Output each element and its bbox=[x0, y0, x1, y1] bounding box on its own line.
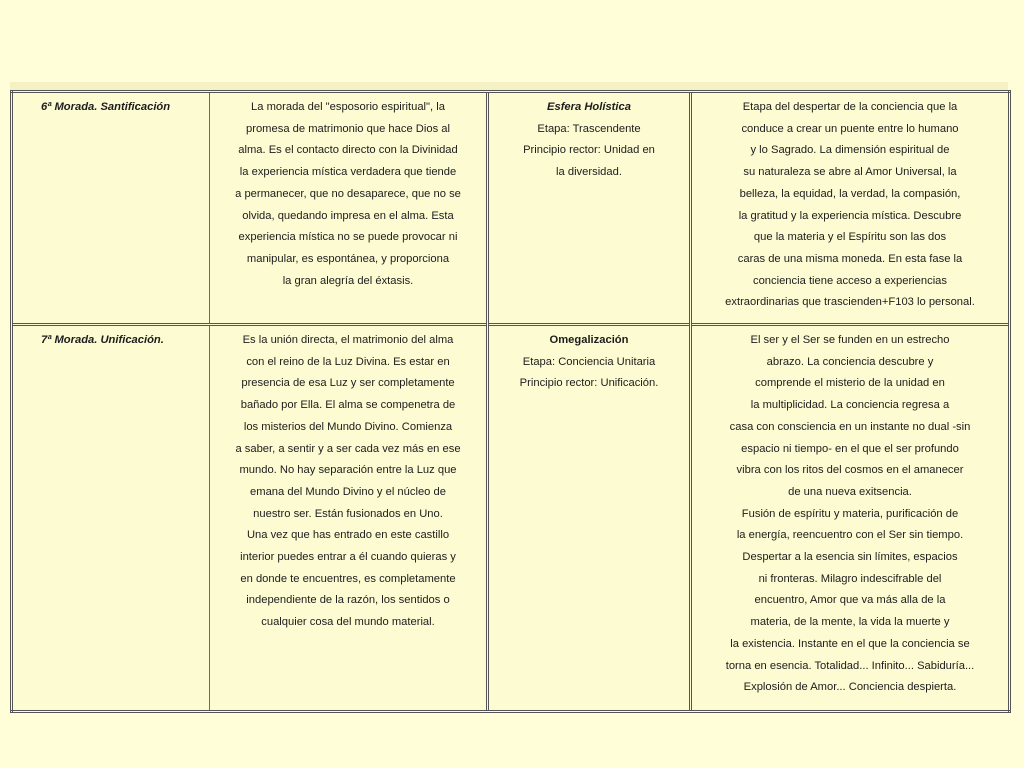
description-line: Es la unión directa, el matrimonio del alma bbox=[242, 334, 454, 346]
stages-table bbox=[10, 90, 1011, 713]
description-line: emana del Mundo Divino y el núcleo de bbox=[250, 485, 446, 498]
description-line: a saber, a sentir y a ser cada vez más en ese bbox=[235, 442, 461, 455]
sphere-cell bbox=[488, 92, 691, 325]
description-cell bbox=[210, 325, 488, 712]
consciousness-line: Explosión de Amor... Conciencia despierta. bbox=[743, 681, 957, 694]
sphere-line: Etapa: Conciencia Unitaria bbox=[522, 355, 656, 368]
consciousness-line: espacio ni tiempo- en el que el ser profundo bbox=[741, 442, 959, 455]
description-line: bañado por Ella. El alma se compenetra de bbox=[240, 399, 456, 412]
consciousness-line: conduce a crear un puente entre lo humano bbox=[741, 122, 959, 135]
description-line: los misterios del Mundo Divino. Comienza bbox=[243, 420, 453, 433]
consciousness-line: torna en esencia. Totalidad... Infinito... Sabiduría... bbox=[725, 659, 975, 672]
description-line: la gran alegría del éxtasis. bbox=[282, 274, 414, 287]
description-line: a permanecer, que no desaparece, que no se bbox=[235, 187, 461, 200]
description-line: en donde te encuentres, es completamente bbox=[240, 572, 456, 585]
description-line: La morada del "esposorio espiritual", la bbox=[251, 101, 445, 113]
sphere-title: Omegalización bbox=[549, 334, 629, 346]
description-line: promesa de matrimonio que hace Dios al bbox=[246, 122, 450, 135]
consciousness-line: Etapa del despertar de la conciencia que la bbox=[742, 101, 958, 113]
consciousness-line: que la materia y el Espíritu son las dos bbox=[753, 231, 947, 244]
table-container bbox=[10, 82, 1008, 710]
description-line: interior puedes entrar a él cuando quieras y bbox=[240, 551, 456, 564]
consciousness-line: su naturaleza se abre al Amor Universal, la bbox=[743, 166, 957, 179]
table-row bbox=[12, 325, 1010, 712]
description-line: olvida, quedando impresa en el alma. Esta bbox=[242, 209, 454, 222]
consciousness-line: de una nueva exitsencia. bbox=[788, 485, 912, 498]
consciousness-line: materia, de la mente, la vida la muerte y bbox=[750, 616, 950, 629]
consciousness-line: comprende el misterio de la unidad en bbox=[755, 377, 945, 390]
consciousness-line: encuentro, Amor que va más alla de la bbox=[754, 594, 946, 607]
description-line: la experiencia mística verdadera que tiende bbox=[239, 166, 457, 179]
consciousness-line: abrazo. La conciencia descubre y bbox=[766, 355, 934, 368]
stage-title-cell bbox=[12, 325, 210, 712]
consciousness-line: la energía, reencuentro con el Ser sin tiempo. bbox=[736, 529, 964, 542]
consciousness-line: la gratitud y la experiencia mística. Descubre bbox=[738, 209, 962, 222]
description-line: nuestro ser. Están fusionados en Uno. bbox=[253, 507, 443, 520]
consciousness-line: belleza, la equidad, la verdad, la compasión, bbox=[739, 187, 961, 200]
description-line: independiente de la razón, los sentidos o bbox=[246, 594, 450, 607]
stage-title-cell bbox=[12, 92, 210, 325]
table-row bbox=[12, 92, 1010, 325]
description-line: Una vez que has entrado en este castillo bbox=[246, 529, 450, 542]
consciousness-line: El ser y el Ser se funden en un estrecho bbox=[750, 334, 950, 346]
sphere-title: Esfera Holística bbox=[547, 101, 631, 113]
description-line: cualquier cosa del mundo material. bbox=[261, 616, 435, 629]
stage-title: 7ª Morada. Unificación. bbox=[41, 334, 164, 346]
consciousness-cell bbox=[691, 92, 1010, 325]
consciousness-line: extraordinarias que trascienden+F103 lo personal. bbox=[725, 296, 975, 309]
consciousness-line: y lo Sagrado. La dimensión espiritual de bbox=[750, 144, 950, 157]
consciousness-line: ni fronteras. Milagro indescifrable del bbox=[758, 572, 942, 585]
consciousness-cell bbox=[691, 325, 1010, 712]
sphere-line: la diversidad. bbox=[556, 166, 622, 179]
consciousness-line: conciencia tiene acceso a experiencias bbox=[752, 274, 948, 287]
description-line: presencia de esa Luz y ser completamente bbox=[241, 377, 455, 390]
sphere-line: Principio rector: Unidad en bbox=[523, 144, 655, 157]
sphere-cell bbox=[488, 325, 691, 712]
description-line: alma. Es el contacto directo con la Divinidad bbox=[238, 144, 458, 157]
consciousness-line: la multiplicidad. La conciencia regresa a bbox=[750, 399, 950, 412]
description-line: manipular, es espontánea, y proporciona bbox=[246, 252, 450, 265]
description-line: mundo. No hay separación entre la Luz que bbox=[239, 464, 457, 477]
sphere-line: Etapa: Trascendente bbox=[537, 122, 641, 135]
consciousness-line: caras de una misma moneda. En esta fase la bbox=[737, 252, 963, 265]
consciousness-line: la existencia. Instante en el que la conciencia se bbox=[730, 637, 970, 650]
sphere-line: Principio rector: Unificación. bbox=[519, 377, 659, 390]
description-line: con el reino de la Luz Divina. Es estar en bbox=[246, 355, 450, 368]
consciousness-line: vibra con los ritos del cosmos en el amanecer bbox=[736, 464, 964, 477]
consciousness-line: Fusión de espíritu y materia, purificación de bbox=[741, 507, 959, 520]
description-cell bbox=[210, 92, 488, 325]
consciousness-line: casa con consciencia en un instante no dual -sin bbox=[729, 420, 971, 433]
consciousness-line: Despertar a la esencia sin límites, espacios bbox=[742, 551, 958, 564]
stage-title: 6ª Morada. Santificación bbox=[41, 101, 171, 113]
description-line: experiencia mística no se puede provocar ni bbox=[238, 231, 458, 244]
